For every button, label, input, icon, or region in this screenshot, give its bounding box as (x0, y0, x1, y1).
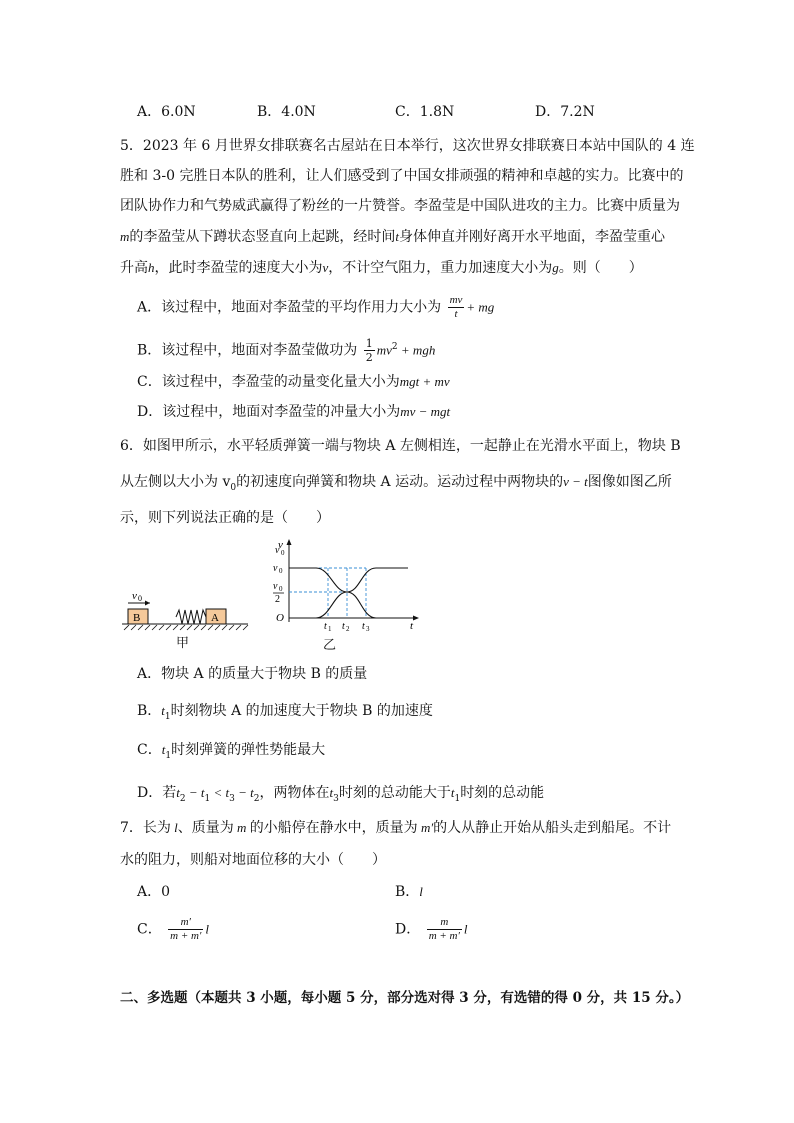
svg-text:0: 0 (281, 549, 285, 557)
q5-option-b: B．该过程中，地面对李盈莹做功为 $\frac{1}{2}$ $mv^2$ + mgh (137, 337, 436, 365)
q5-option-a: A．该过程中，地面对李盈莹的平均作用力大小为 $\frac{mv}{t}$ + mg (137, 294, 495, 320)
svg-text:t: t (324, 621, 327, 632)
svg-text:v: v (278, 539, 283, 551)
svg-text:A: A (211, 612, 219, 624)
q6-option-b: B．$t_1$时刻物块 A 的加速度大于物块 B 的加速度 (137, 703, 433, 722)
q5-line-2: 胜和 3-0 完胜日本队的胜利，让人们感受到了中国女排顽强的精神和卓越的实力。比赛中的 (120, 168, 684, 184)
q6-option-a: A．物块 A 的质量大于物块 B 的质量 (137, 666, 368, 682)
q7-option-d: D． $\frac{m}{m + m'}$ l (395, 916, 468, 942)
svg-text:0: 0 (279, 585, 283, 593)
q4-option-d: D．7.2N (535, 104, 595, 120)
q7-option-b: B．l (395, 884, 423, 900)
q6-line-3: 示，则下列说法正确的是（ ） (120, 510, 330, 526)
svg-text:v: v (273, 581, 278, 592)
q6-option-d: D．若$t_2 - t_1 < t_3 - t_2$，两物体在$t_3$时刻的总动能大于$t_1$时刻的总动能 (137, 785, 545, 804)
q6-option-c: C．$t_1$时刻弹簧的弹性势能最大 (137, 742, 326, 761)
svg-text:v: v (275, 545, 280, 556)
svg-text:v: v (132, 590, 137, 602)
svg-text:3: 3 (366, 625, 370, 633)
svg-text:1: 1 (328, 625, 332, 633)
q4-option-c: C．1.8N (395, 104, 455, 120)
svg-text:O: O (276, 612, 284, 624)
svg-text:t: t (342, 621, 345, 632)
svg-text:0: 0 (138, 594, 142, 603)
section-2-heading: 二、多选题（本题共 3 小题，每小题 5 分，部分选对得 3 分，有选错的得 0 分，共 15 分。） (120, 990, 690, 1006)
q6-line-2: 从左侧以大小为 $v_0$的初速度向弹簧和物块 A 运动。运动过程中两物块的v − t图像如图乙所 (120, 474, 672, 493)
q4-option-a: A．6.0N (137, 104, 196, 120)
svg-text:v: v (273, 563, 278, 574)
q5-line-1: 5．2023 年 6 月世界女排联赛名古屋站在日本举行，这次世界女排联赛日本站中国队的 4 连 (120, 138, 695, 154)
svg-text:2: 2 (275, 594, 280, 605)
q5-option-c: C．该过程中，李盈莹的动量变化量大小为mgt + mv (137, 374, 450, 390)
figure-jia-caption: 甲 (176, 636, 190, 651)
q5-line-4: m的李盈莹从下蹲状态竖直向上起跳，经时间t身体伸直并刚好离开水平地面，李盈莹重心 (120, 229, 666, 245)
svg-text:0: 0 (279, 567, 283, 575)
q5-line-5: 升高h，此时李盈莹的速度大小为v，不计空气阻力，重力加速度大小为g。则（ ） (120, 260, 643, 276)
figure-yi (268, 536, 428, 636)
svg-text:B: B (133, 612, 141, 624)
svg-text:t: t (362, 621, 365, 632)
q7-option-c: C． $\frac{m'}{m + m'}$ l (137, 916, 210, 942)
svg-text:t: t (410, 620, 414, 632)
q4-option-b: B．4.0N (257, 104, 316, 120)
q6-line-1: 6．如图甲所示，水平轻质弹簧一端与物块 A 左侧相连，一起静止在光滑水平面上，物块 B (120, 438, 681, 454)
q7-option-a: A．0 (137, 884, 171, 900)
figure-yi-caption: 乙 (323, 638, 337, 653)
q5-option-d: D．该过程中，地面对李盈莹的冲量大小为mv − mgt (137, 404, 451, 420)
q5-line-3: 团队协作力和气势威武赢得了粉丝的一片赞誉。李盈莹是中国队进攻的主力。比赛中质量为 (120, 198, 680, 214)
q7-line-1: 7．长为 l、质量为 m 的小船停在静水中，质量为 m′的人从静止开始从船头走到船尾。不计 (120, 820, 672, 836)
svg-text:2: 2 (346, 625, 350, 633)
q7-line-2: 水的阻力，则船对地面位移的大小（ ） (120, 852, 386, 868)
